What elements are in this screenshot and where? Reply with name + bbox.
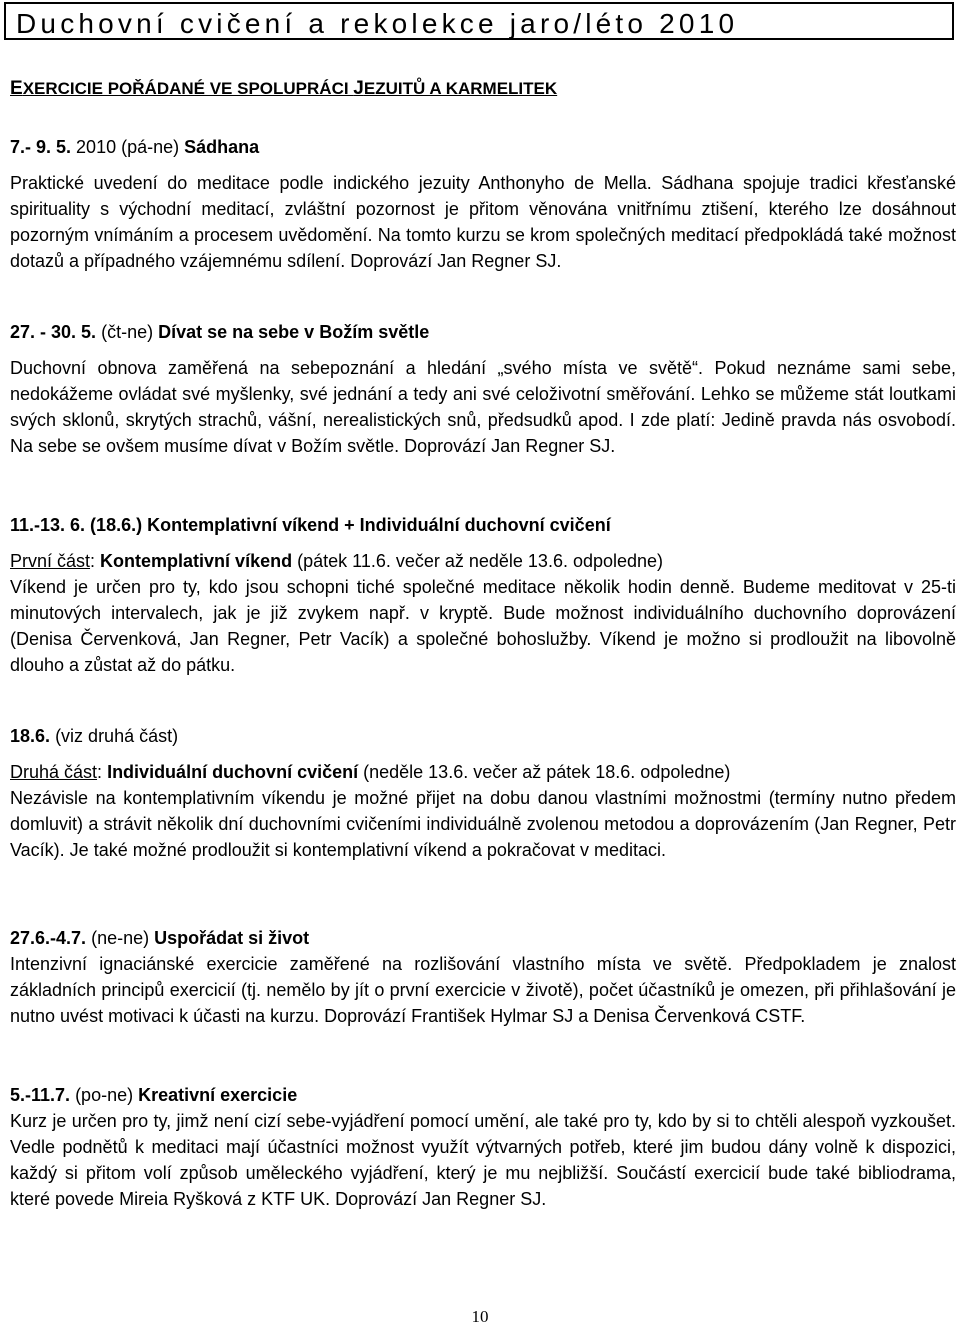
- event-title: Uspořádat si život: [154, 928, 310, 948]
- event-title: Dívat se na sebe v Božím světle: [158, 322, 430, 342]
- event-sadhana-heading: 7.- 9. 5. 2010 (pá-ne) Sádhana: [10, 137, 260, 157]
- event-kreativni-heading: 5.-11.7. (po-ne) Kreativní exercicie: [10, 1085, 298, 1105]
- event-title: Kreativní exercicie: [138, 1085, 298, 1105]
- event-usporadat-text: Intenzivní ignaciánské exercicie zaměřené na rozlišování vlastního místa ve světě. Předpokladem je znalost základních principů exercicií (tj. nemělo by jít o první exercicie v životě), počet účastníků je omezen, při přihlašování je nutno uvést motivaci k účasti na kurzu. Doprovází František Hylmar SJ a Denisa Červenková CSTF.: [10, 954, 956, 1026]
- event-kreativni-text: Kurz je určen pro ty, jimž není cizí sebe-vyjádření pomocí umění, ale také pro ty, kdo by si to chtěli alespoň vyzkoušet. Vedle podnětů k meditaci mají účastníci možnost využít výtvarných potřeb, které jim budou dány volně k dispozici, každý si přitom volí způsob uměleckého vyjádření, který je mu nejbližší. Součástí exercicií bude také bibliodrama, které povede Mireia Ryšková z KTF UK. Doprovází Jan Regner SJ.: [10, 1111, 956, 1209]
- part1-heading: První část: Kontemplativní víkend (pátek 11.6. večer až neděle 13.6. odpoledne): [10, 551, 664, 571]
- date2-heading: 18.6. (viz druhá část): [10, 726, 179, 746]
- event-usporadat-heading: 27.6.-4.7. (ne-ne) Uspořádat si život: [10, 928, 310, 948]
- event-title: Sádhana: [184, 137, 260, 157]
- event-divat-text: Duchovní obnova zaměřená na sebepoznání a hledání „svého místa ve světě“. Pokud neznáme sami sebe, nedokážeme ovládat své myšlenky, své jednání a tedy ani své celoživotní směřování. Lehko se můžeme stát loutkami svých sklonů, skrytých strachů, vášní, nerealistických snů, předsudků apod. I zde platí: Jedině pravda nás osvobodí. Na sebe se ovšem musíme dívat v Božím světle. Doprovází Jan Regner SJ.: [10, 358, 956, 456]
- event-title: Kontemplativní víkend + Individuální duchovní cvičení: [147, 515, 611, 535]
- part2-text: Nezávisle na kontemplativním víkendu je možné přijet na dobu danou vlastními možnostmi (termíny nutno předem domluvit) a strávit několik dní duchovními cvičeními individuálně zvolenou metodou a doprovázením (Jan Regner, Petr Vacík). Je také možné prodloužit si kontemplativní víkend a pokračovat v meditaci.: [10, 788, 956, 860]
- page-number: 10: [471, 1307, 489, 1326]
- event-sadhana-text: Praktické uvedení do meditace podle indického jezuity Anthonyho de Mella. Sádhana spojuje tradici křesťanské spirituality s východní meditací, zvláštní pozornost je přitom věnována vnitřnímu ztišení, kterého lze dosáhnout pozorným vnímáním a procesem uvědomění. Na tomto kurzu se krom společných meditací předpokládá také možnost dotazů a případného vzájemnému sdílení. Doprovází Jan Regner SJ.: [10, 173, 956, 271]
- part1-text: Víkend je určen pro ty, kdo jsou schopni tiché společné meditace několik hodin denně. Budeme meditovat v 25-ti minutových intervalech, jak je již zvykem např. v kryptě. Bude možnost individuálního duchovního doprovázení (Denisa Červenková, Jan Regner, Petr Vacík) a společné bohoslužby. Víkend je možno si prodloužit na libovolně dlouho a zůstat až do pátku.: [10, 577, 956, 675]
- part2-heading: Druhá část: Individuální duchovní cvičení (neděle 13.6. večer až pátek 18.6. odpoledne): [10, 762, 731, 782]
- page-title: Duchovní cvičení a rekolekce jaro/léto 2010: [16, 8, 739, 39]
- event-kontemplativni-heading: 11.-13. 6. (18.6.) Kontemplativní víkend + Individuální duchovní cvičení: [10, 515, 611, 535]
- event-divat-heading: 27. - 30. 5. (čt-ne) Dívat se na sebe v Božím světle: [10, 322, 430, 342]
- title-box: [4, 2, 954, 40]
- subtitle: EXERCICIE POŘÁDANÉ VE SPOLUPRÁCI JEZUITŮ A KARMELITEK: [10, 78, 558, 99]
